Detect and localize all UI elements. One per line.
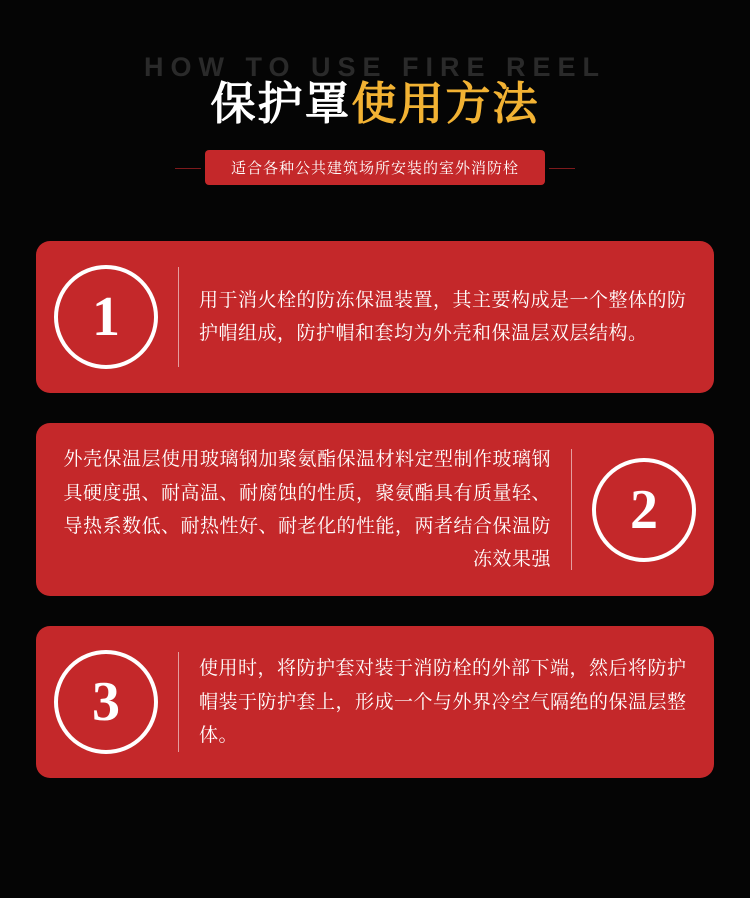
step-number-badge-2: 2 [592,458,696,562]
step-text-2: 外壳保温层使用玻璃钢加聚氨酯保温材料定型制作玻璃钢具硬度强、耐高温、耐腐蚀的性质，聚氨酯具有质量轻、导热系数低、耐热性好、耐老化的性能，两者结合保温防冻效果强 [63,449,551,570]
step-text-1: 用于消火栓的防冻保温装置，其主要构成是一个整体的防护帽组成，防护帽和套均为外壳和保温层双层结构。 [199,290,687,345]
step-divider-3 [178,652,179,752]
page-subtitle: 适合各种公共建筑场所安装的室外消防栓 [205,150,545,185]
step-card-2 [36,423,714,596]
step-card-1 [36,241,714,393]
step-text-3: 使用时，将防护套对装于消防栓的外部下端，然后将防护帽装于防护套上，形成一个与外界冷空气隔绝的保温层整体。 [199,658,687,746]
page-title [0,76,750,132]
step-divider-1 [178,267,179,367]
steps-list [0,241,750,778]
page-header [0,0,750,185]
step-number-badge-1: 1 [54,265,158,369]
header-ghost-title: HOW TO USE FIRE REEL [143,52,607,82]
page-title-part2: 使用方法 [351,78,540,129]
step-card-3 [36,626,714,778]
step-divider-2 [571,449,572,570]
step-number-badge-3: 3 [54,650,158,754]
page-title-part1: 保护罩 [210,78,352,129]
subtitle-wrap [0,150,750,185]
